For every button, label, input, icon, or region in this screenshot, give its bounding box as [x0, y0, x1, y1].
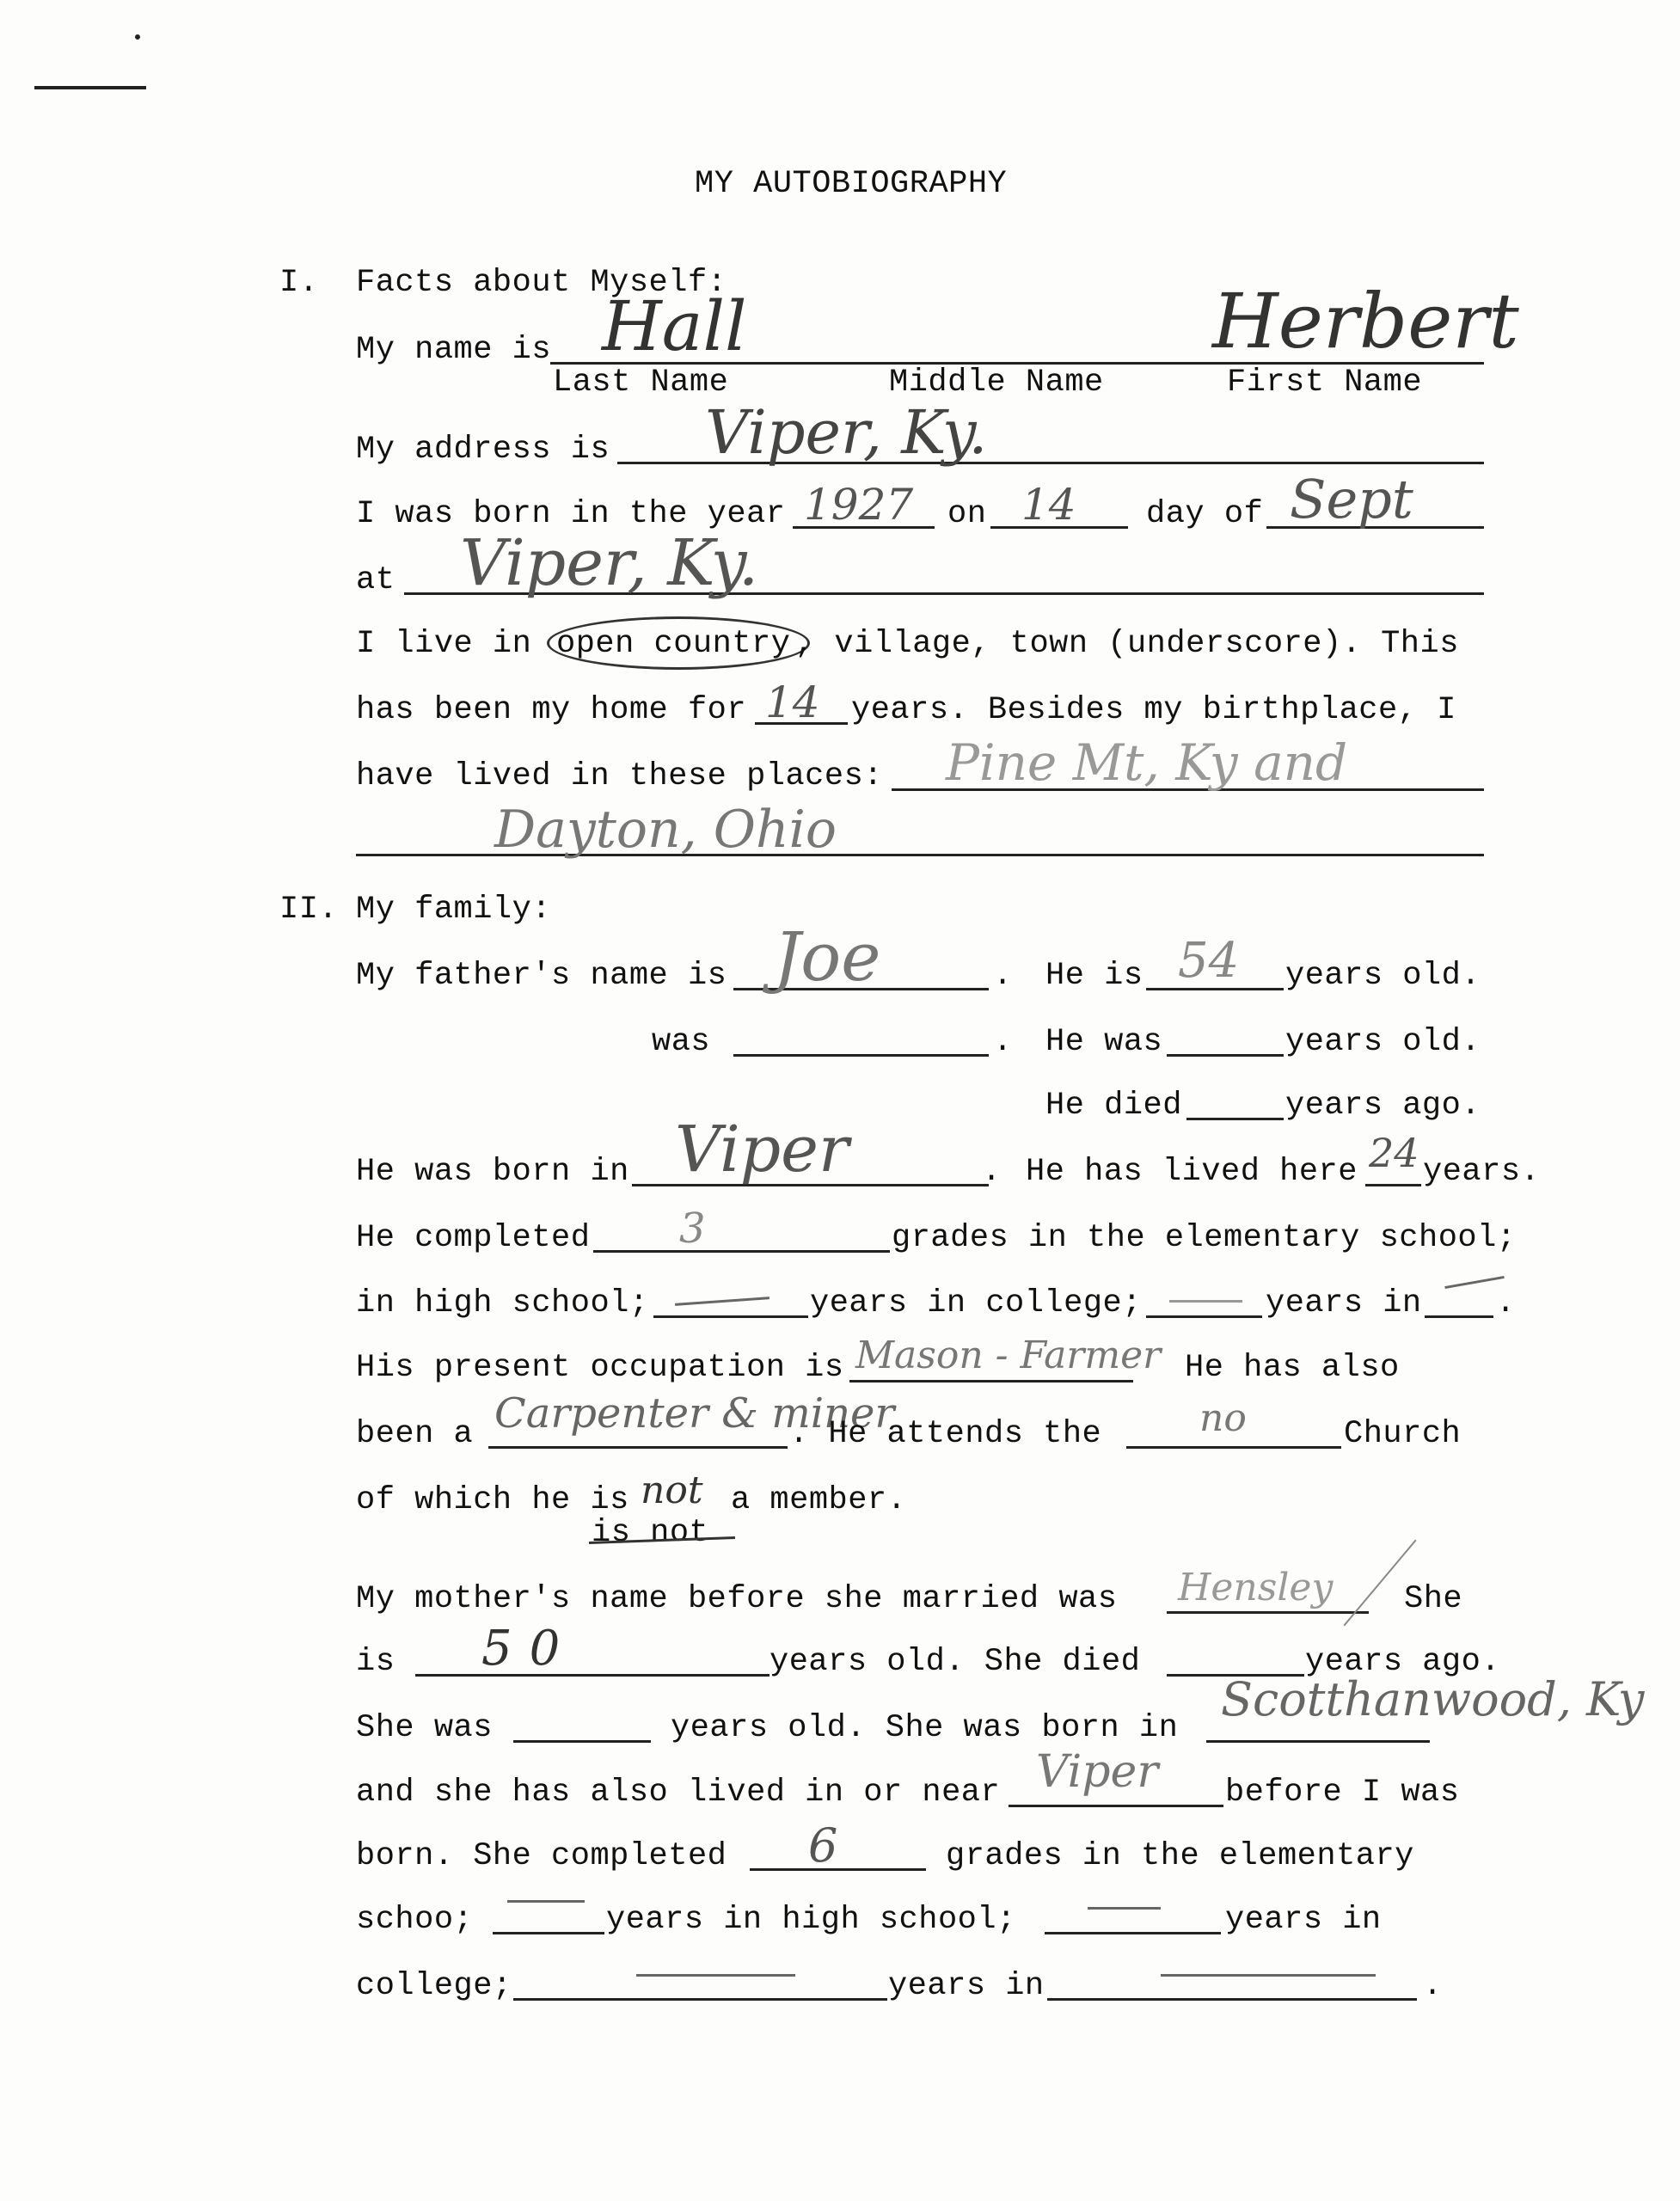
was-label: was	[652, 1024, 711, 1060]
been-line	[488, 1446, 788, 1449]
on-label: on	[947, 496, 987, 532]
years-old-label-1: years old.	[1285, 958, 1481, 994]
he-died-label: He died	[1045, 1088, 1182, 1124]
he-is-label: He is	[1045, 958, 1144, 994]
grades-in-elem-label: grades in the elementary	[946, 1838, 1414, 1874]
mother-hs-line	[493, 1932, 604, 1934]
mother-lived-line	[1009, 1805, 1223, 1807]
section-1-heading: Facts about Myself:	[356, 265, 727, 301]
hw-lived-here: 24	[1369, 1130, 1419, 1176]
section-2-numeral: II.	[279, 892, 339, 928]
father-completed-label: He completed	[356, 1220, 591, 1256]
hw-father-age: 54	[1178, 933, 1240, 989]
church-line	[1126, 1446, 1341, 1449]
mother-name-line	[1167, 1611, 1369, 1614]
father-period-2: .	[993, 1024, 1013, 1060]
is-label: is	[356, 1644, 395, 1680]
hw-mother-grades: 6	[808, 1818, 838, 1873]
mother-college-dash	[1088, 1907, 1161, 1910]
final-period: .	[1423, 1968, 1443, 2004]
hw-places-1: Pine Mt, Ky and	[946, 733, 1348, 792]
hw-mother-name: Hensley	[1178, 1566, 1334, 1609]
years-ago-label-2: years ago.	[1305, 1644, 1501, 1680]
mother-years-in-line	[1047, 1998, 1417, 2001]
years-ago-label: years ago.	[1285, 1088, 1481, 1124]
born-year-label: I was born in the year	[356, 496, 786, 532]
born-in-label: He was born in	[356, 1154, 629, 1190]
he-was-line	[1167, 1054, 1284, 1057]
hw-mother-born: Scotthanwood, Ky	[1221, 1672, 1645, 1726]
father-period-3: .	[982, 1154, 1002, 1190]
section-2-heading: My family:	[356, 892, 552, 928]
lived-here-label: He has lived here	[1026, 1154, 1358, 1190]
father-hs-line	[653, 1315, 808, 1318]
at-label: at	[356, 562, 395, 598]
has-also-label: He has also	[1185, 1350, 1400, 1386]
years-in-label-3: years in	[888, 1968, 1045, 2004]
corner-dot-mark	[135, 34, 140, 40]
he-was-label: He was	[1045, 1024, 1163, 1060]
hw-day: 14	[1021, 480, 1076, 530]
she-was-line	[513, 1740, 651, 1743]
address-label: My address is	[356, 432, 610, 468]
hw-father-grades: 3	[679, 1205, 706, 1253]
hw-home-years: 14	[765, 677, 820, 727]
lived-here-line	[1365, 1184, 1421, 1186]
hw-year: 1927	[804, 480, 914, 530]
years-label: years.	[1423, 1154, 1541, 1190]
father-period-4: .	[1496, 1285, 1516, 1321]
which-label: of which he is	[356, 1482, 629, 1518]
years-hs-label: years in high school;	[606, 1902, 1016, 1938]
father-period-1: .	[993, 958, 1013, 994]
live-rest-text: , village, town (underscore). This	[795, 626, 1459, 662]
he-died-line	[1186, 1118, 1284, 1120]
been-a-label: been a	[356, 1416, 474, 1452]
years-old-born-label: years old. She was born in	[671, 1710, 1179, 1746]
mother-hs-dash	[507, 1900, 585, 1903]
last-name-label: Last Name	[553, 365, 729, 401]
hw-birthplace: Viper, Ky.	[460, 526, 759, 600]
born-completed-label: born. She completed	[356, 1838, 727, 1874]
father-college-line	[1146, 1315, 1262, 1318]
hw-mother-age: 50	[481, 1621, 578, 1677]
hw-occupation: Mason - Farmer	[855, 1333, 1162, 1377]
years-in-label: years in	[1266, 1285, 1422, 1321]
mother-college-line	[1045, 1932, 1221, 1934]
hw-places-2: Dayton, Ohio	[494, 800, 837, 860]
mother-born-line	[1206, 1740, 1430, 1743]
father-years-in-line	[1425, 1315, 1493, 1318]
hw-father-name: Joe	[774, 919, 881, 996]
section-1-numeral: I.	[279, 265, 319, 301]
she-label: She	[1404, 1581, 1463, 1617]
live-in-label: I live in	[356, 626, 532, 662]
father-grades-line	[593, 1250, 890, 1253]
college-label: college;	[356, 1968, 512, 2004]
mother-name-label: My mother's name before she married was	[356, 1581, 1118, 1617]
years-old-label-2: years old.	[1285, 1024, 1481, 1060]
mother-years-in-dash	[1161, 1974, 1376, 1977]
hw-mother-lived: Viper	[1036, 1746, 1159, 1798]
home-label: has been my home for	[356, 692, 747, 728]
father-hs-dash	[675, 1297, 769, 1306]
father-college-dash	[1169, 1300, 1242, 1303]
in-high-school-label: in high school;	[356, 1285, 649, 1321]
hw-member: not	[641, 1468, 703, 1512]
mother-age-line	[415, 1674, 769, 1677]
also-lived-label: and she has also lived in or near	[356, 1775, 1001, 1811]
first-name-label: First Name	[1227, 365, 1423, 401]
live-option-open-country: open country	[556, 626, 791, 662]
hw-father-born: Viper	[675, 1113, 849, 1186]
attends-label: . He attends the	[789, 1416, 1102, 1452]
years-in-label-2: years in	[1225, 1902, 1382, 1938]
before-label: before I was	[1225, 1775, 1460, 1811]
church-label: Church	[1344, 1416, 1462, 1452]
mother-college2-dash	[636, 1974, 795, 1977]
hw-address: Viper, Ky.	[705, 397, 988, 468]
she-was-label: She was	[356, 1710, 493, 1746]
page-title: MY AUTOBIOGRAPHY	[695, 166, 1008, 202]
father-name-label: My father's name is	[356, 958, 727, 994]
open-country-circle	[547, 616, 810, 670]
corner-dash-mark	[34, 86, 146, 89]
places-label: have lived in these places:	[356, 758, 883, 794]
hw-month: Sept	[1290, 468, 1413, 530]
mother-grades-line	[750, 1868, 926, 1871]
day-of-label: day of	[1146, 496, 1264, 532]
schoo-label: schoo;	[356, 1902, 474, 1938]
mother-college2-line	[513, 1998, 887, 2001]
hw-last-name: Hall	[602, 286, 747, 366]
occupation-line	[849, 1380, 1133, 1383]
she-died-label: years old. She died	[769, 1644, 1141, 1680]
years-in-college-label: years in college;	[810, 1285, 1142, 1321]
grades-elem-label: grades in the elementary school;	[892, 1220, 1517, 1256]
name-label: My name is	[356, 332, 552, 368]
occupation-label: His present occupation is	[356, 1350, 844, 1386]
hw-first-name: Herbert	[1212, 277, 1519, 365]
hw-church: no	[1199, 1396, 1247, 1440]
was-line	[733, 1054, 989, 1057]
hw-been: Carpenter & miner	[494, 1389, 895, 1438]
home-rest-text: years. Besides my birthplace, I	[851, 692, 1456, 728]
is-not-label: is not	[592, 1515, 709, 1551]
middle-name-label: Middle Name	[889, 365, 1104, 401]
a-member-label: a member.	[731, 1482, 907, 1518]
